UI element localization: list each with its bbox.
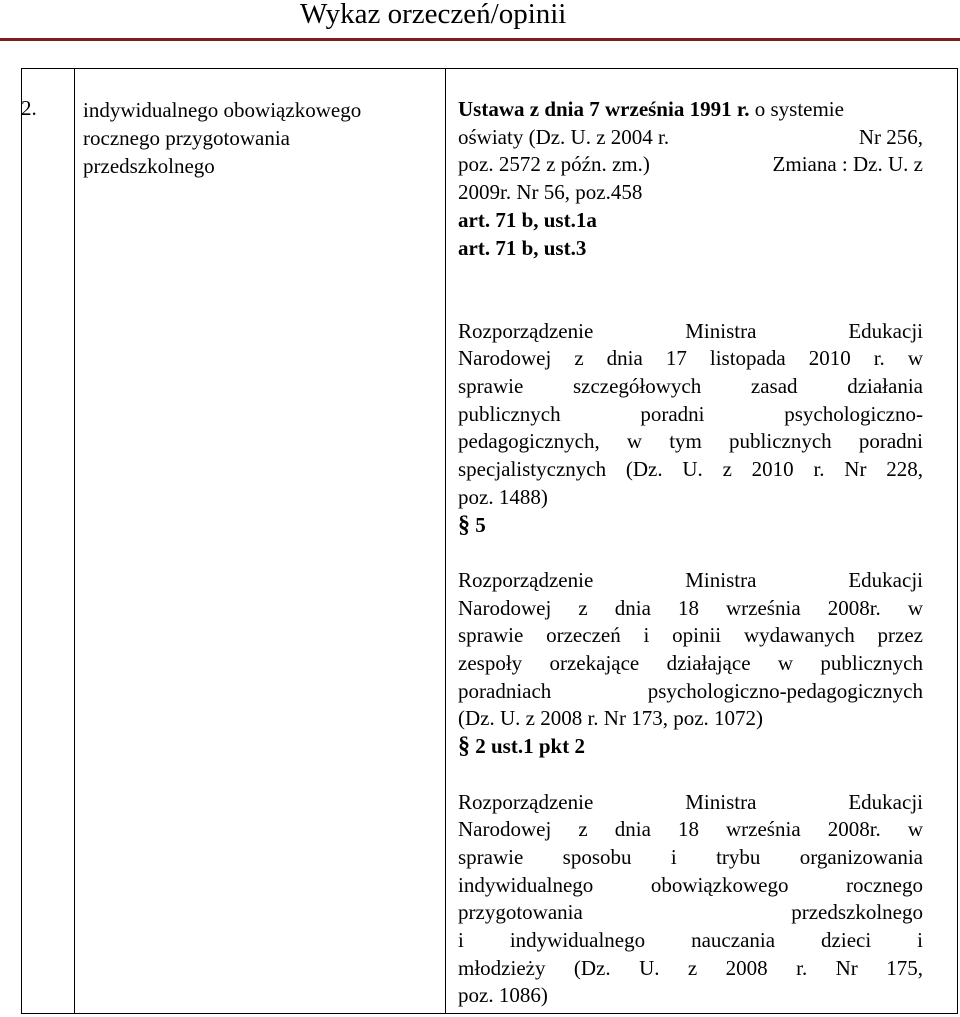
regulation-line: Narodowej z dnia 17 listopada 2010 r. w (458, 346, 923, 371)
section-sign-icon: § (458, 733, 470, 760)
regulation-line: Narodowej z dnia 18 września 2008r. w (458, 595, 923, 620)
category-line: przedszkolnego (83, 154, 215, 178)
category-line: indywidualnego obowiązkowego (83, 98, 362, 122)
header-rule (0, 38, 960, 41)
regulation-line: publicznych poradni psychologiczno- (458, 401, 923, 426)
regulation-line: Rozporządzenie Ministra Edukacji (458, 318, 923, 343)
regulation-line: pedagogicznych, w tym publicznych poradni (458, 429, 923, 454)
legal-basis-cell (458, 96, 923, 1010)
regulation-line: przygotowania przedszkolnego (458, 900, 923, 925)
page-title: Wykaz orzeczeń/opinii (300, 0, 567, 30)
regulation-line: Rozporządzenie Ministra Edukacji (458, 789, 923, 814)
regulation-line: zespoły orzekające działające w publicznych (458, 651, 923, 676)
ustawa-article: art. 71 b, ust.1a (458, 207, 597, 232)
row-number: 2. (21, 96, 37, 120)
ustawa-line: poz. 2572 z późn. zm.) Zmiana : Dz. U. z (458, 152, 923, 177)
regulation-line: poradniach psychologiczno-pedagogicznych (458, 678, 923, 703)
regulation-line: Narodowej z dnia 18 września 2008r. w (458, 817, 923, 842)
regulation-line: sprawie szczegółowych zasad działania (458, 374, 923, 398)
regulation-line: i indywidualnego nauczania dzieci i (458, 928, 923, 953)
column-divider (74, 69, 75, 1013)
category-line: rocznego przygotowania (83, 126, 290, 150)
ustawa-line: Ustawa z dnia 7 września 1991 r. o systemie (458, 97, 844, 121)
paragraph-reference: § 2 ust.1 pkt 2 (458, 733, 585, 760)
regulation-line: sprawie sposobu i trybu organizowania (458, 844, 923, 869)
regulation-line: sprawie orzeczeń i opinii wydawanych przez (458, 623, 923, 648)
regulation-line: specjalistycznych (Dz. U. z 2010 r. Nr 228, (458, 457, 923, 482)
regulation-line: poz. 1086) (458, 983, 548, 1008)
ustawa-line: oświaty (Dz. U. z 2004 r. Nr 256, (458, 124, 923, 149)
regulation-line: indywidualnego obowiązkowego rocznego (458, 872, 923, 897)
regulation-line: (Dz. U. z 2008 r. Nr 173, poz. 1072) (458, 706, 764, 731)
paragraph-reference: § 5 (458, 511, 486, 538)
regulation-line: Rozporządzenie Ministra Edukacji (458, 567, 923, 592)
ustawa-article: art. 71 b, ust.3 (458, 235, 587, 260)
page-header (0, 0, 960, 40)
section-sign-icon: § (458, 511, 470, 538)
regulation-line: poz. 1488) (458, 484, 548, 509)
column-divider (445, 69, 446, 1013)
category-cell (83, 96, 428, 180)
ustawa-line: 2009r. Nr 56, poz.458 (458, 180, 643, 205)
regulation-line: młodzieży (Dz. U. z 2008 r. Nr 175, (458, 955, 923, 980)
